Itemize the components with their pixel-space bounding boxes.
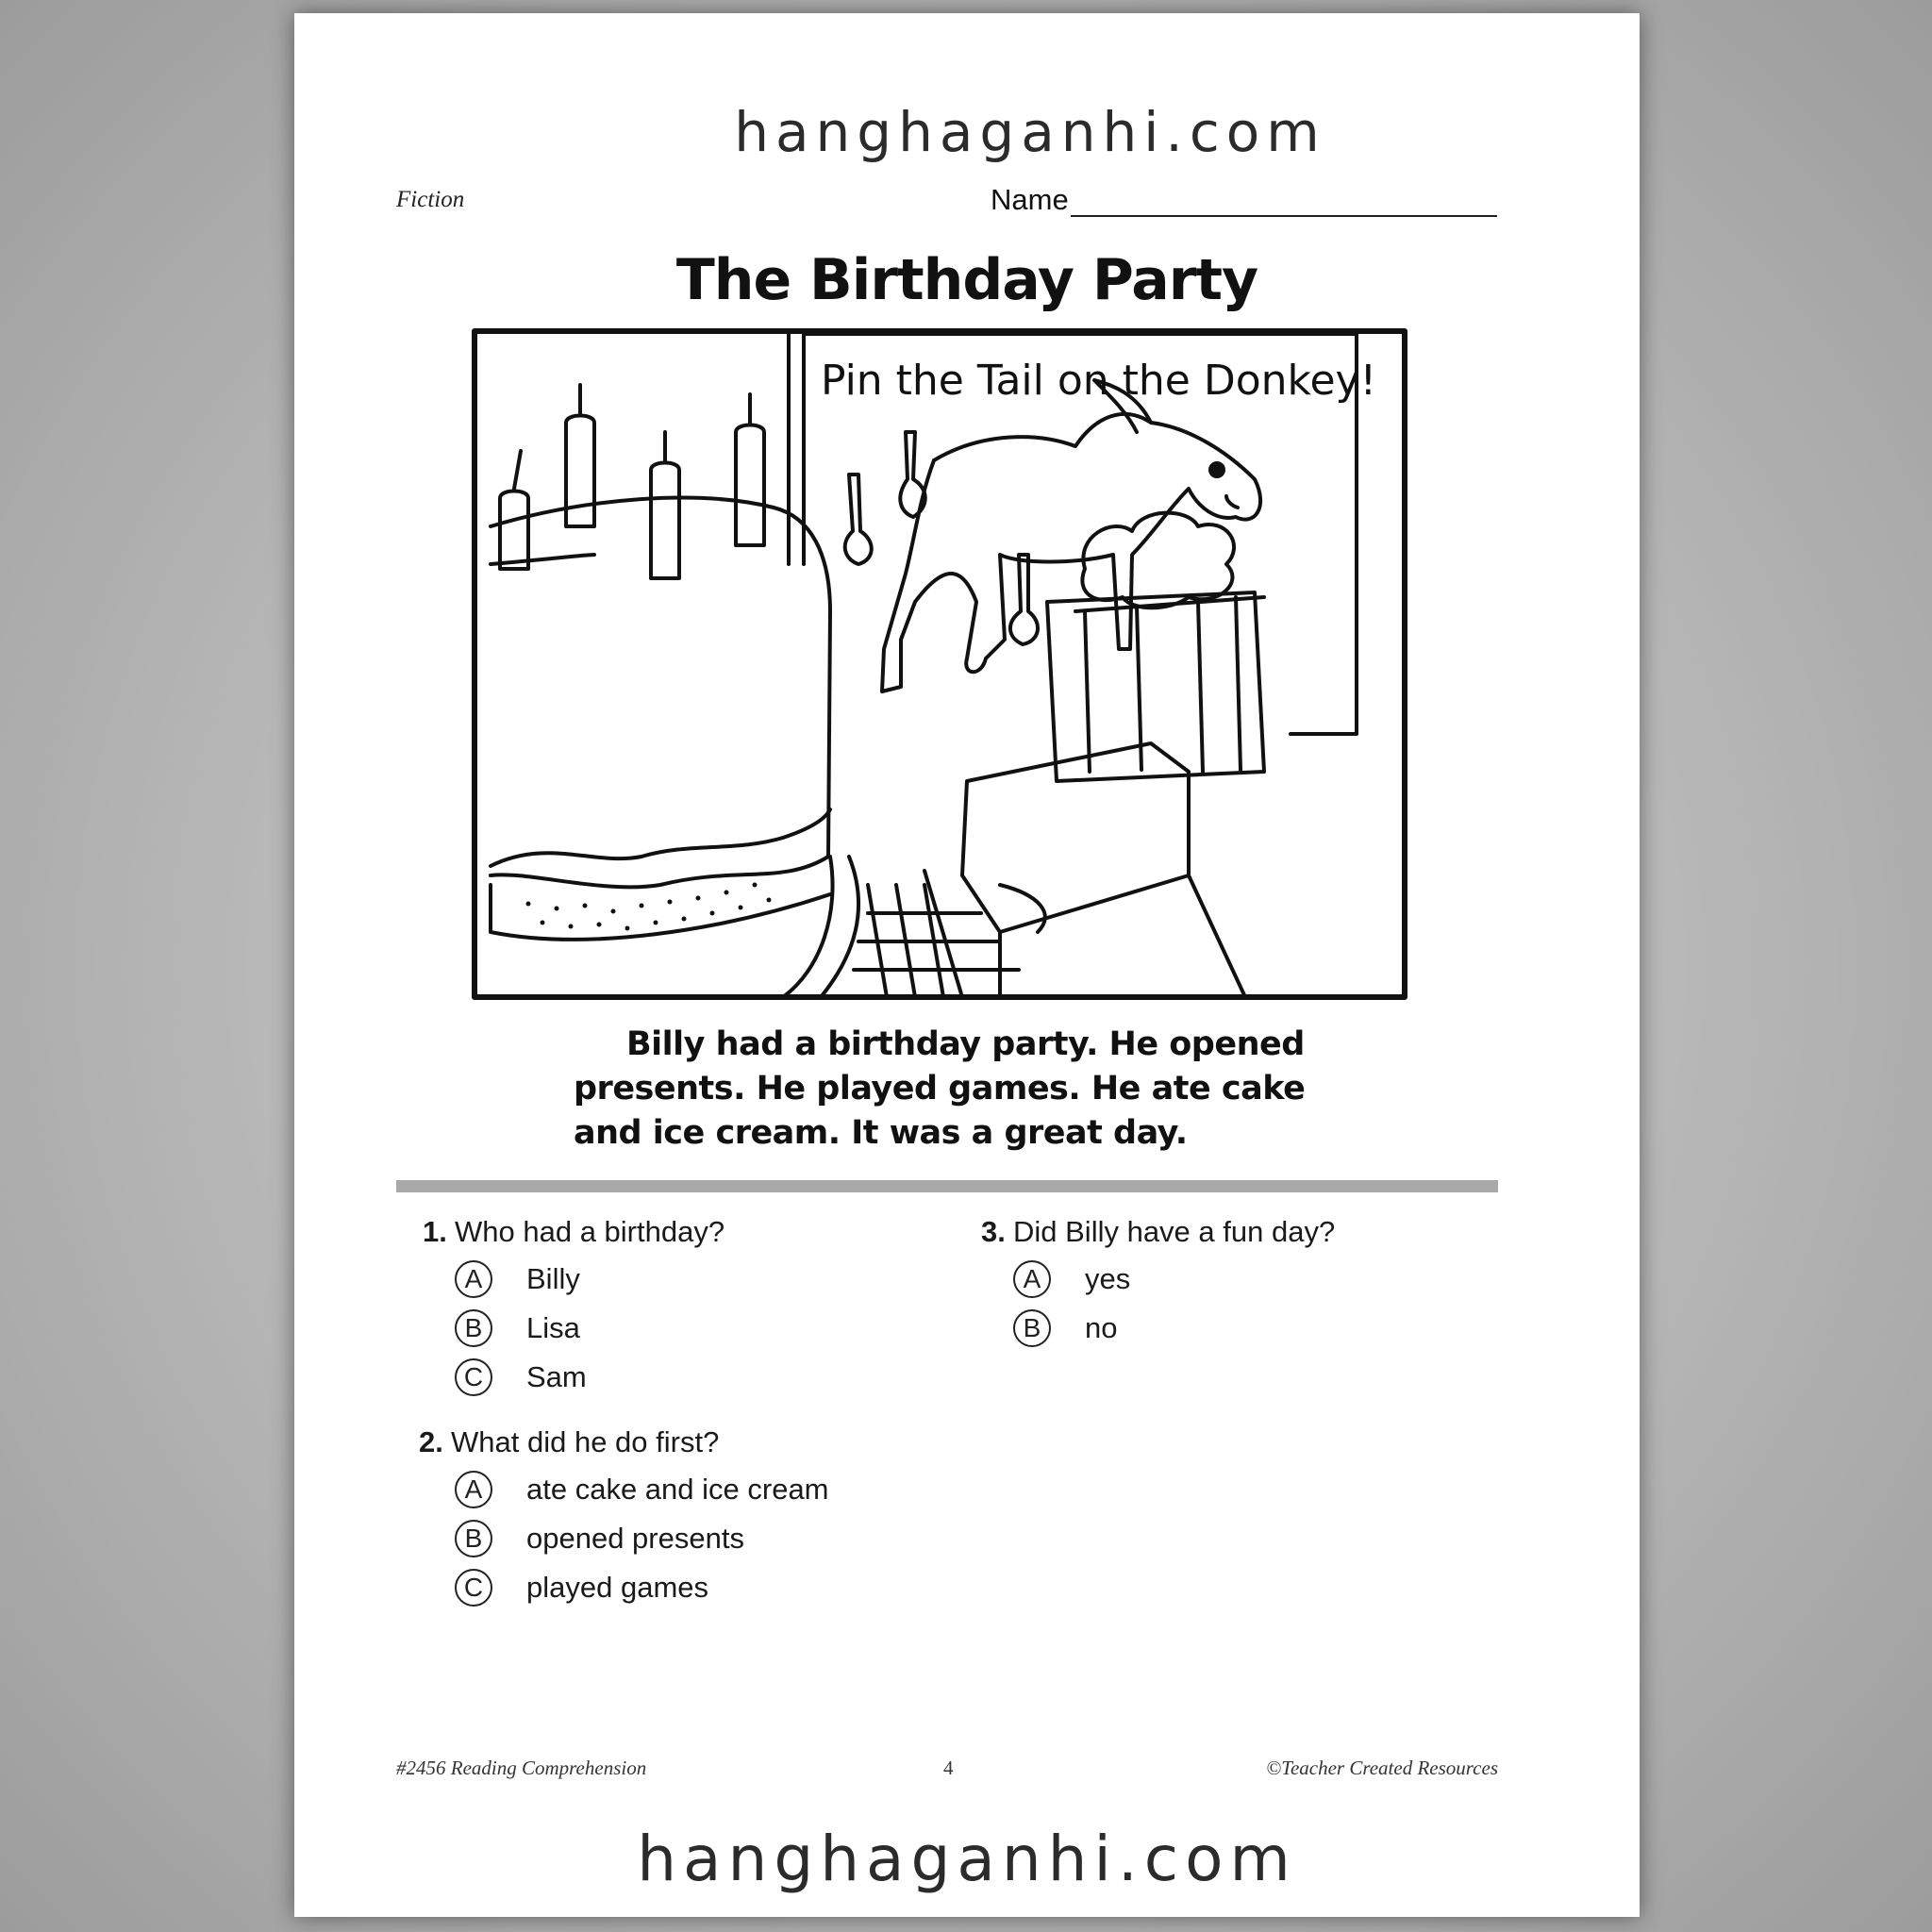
passage-line-3: and ice cream. It was a great day. <box>574 1114 1188 1152</box>
question-text: Did Billy have a fun day? <box>1013 1215 1336 1248</box>
answer-bubble-a[interactable]: A <box>455 1471 492 1508</box>
birthday-party-illustration <box>472 328 1407 1000</box>
name-label: Name <box>991 183 1069 216</box>
choice-text: Lisa <box>526 1311 580 1344</box>
passage-line-2: presents. He played games. He ate cake <box>574 1070 1306 1108</box>
answer-choice[interactable] <box>455 1569 829 1607</box>
candles <box>500 385 764 578</box>
answer-bubble-c[interactable]: C <box>455 1569 492 1607</box>
answer-bubble-a[interactable]: A <box>1013 1260 1051 1298</box>
answer-choice[interactable] <box>1013 1260 1335 1298</box>
footer-copyright: ©Teacher Created Resources <box>1266 1757 1498 1779</box>
question-1 <box>423 1215 724 1396</box>
answer-bubble-c[interactable]: C <box>455 1358 492 1396</box>
poster-text: Pin the Tail on the Donkey! <box>821 357 1377 405</box>
footer-book-title: #2456 Reading Comprehension <box>396 1757 647 1779</box>
footer-page-number: 4 <box>943 1757 954 1779</box>
answer-bubble-a[interactable]: A <box>455 1260 492 1298</box>
story-passage <box>574 1023 1357 1156</box>
passage-line-1: Billy had a birthday party. He opened <box>626 1025 1305 1063</box>
question-number: 3. <box>981 1215 1006 1248</box>
choice-text: Sam <box>526 1360 587 1393</box>
choice-text: played games <box>526 1571 709 1604</box>
answer-choice[interactable] <box>455 1471 829 1508</box>
answer-choice[interactable] <box>1013 1309 1335 1347</box>
answer-choice[interactable] <box>455 1358 724 1396</box>
name-blank-line[interactable] <box>1071 191 1497 217</box>
choice-text: ate cake and ice cream <box>526 1473 829 1506</box>
choice-text: no <box>1085 1311 1118 1344</box>
page-title: The Birthday Party <box>675 247 1258 313</box>
choice-text: yes <box>1085 1262 1131 1295</box>
answer-bubble-b[interactable]: B <box>1013 1309 1051 1347</box>
answer-choice[interactable] <box>455 1260 724 1298</box>
choice-text: Billy <box>526 1262 580 1295</box>
answer-choice[interactable] <box>455 1520 829 1557</box>
name-field[interactable] <box>991 183 1497 217</box>
watermark-top: hanghaganhi.com <box>734 100 1326 164</box>
question-text: Who had a birthday? <box>455 1215 725 1248</box>
genre-label: Fiction <box>396 187 465 212</box>
section-divider <box>396 1180 1498 1192</box>
question-number: 2. <box>419 1425 443 1458</box>
question-text: What did he do first? <box>451 1425 720 1458</box>
question-3 <box>981 1215 1335 1347</box>
answer-bubble-b[interactable]: B <box>455 1309 492 1347</box>
choice-text: opened presents <box>526 1522 744 1555</box>
question-2 <box>419 1425 829 1607</box>
answer-choice[interactable] <box>455 1309 724 1347</box>
answer-bubble-b[interactable]: B <box>455 1520 492 1557</box>
watermark-bottom: hanghaganhi.com <box>637 1823 1297 1895</box>
worksheet-page <box>294 13 1640 1917</box>
question-number: 1. <box>423 1215 447 1248</box>
